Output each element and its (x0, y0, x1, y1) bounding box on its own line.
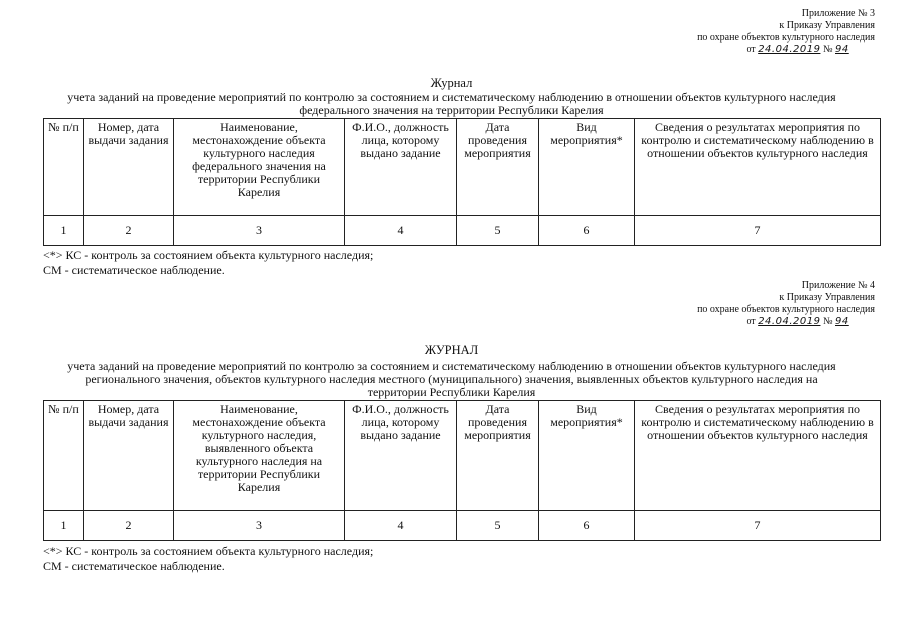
number-prefix: № (822, 316, 833, 327)
header-cell: № п/п (44, 119, 84, 216)
footnote-ks: <*> КС - контроль за состоянием объекта культурного наследия; (43, 544, 374, 558)
header-cell: Наименование, местонахождение объекта культурного наследия федерального значения на территории Республики Карелия (174, 119, 345, 216)
journal-1-footnote (43, 248, 373, 278)
header-cell: Сведения о результатах мероприятия по контролю и систематическому наблюдению в отношении объектов культурного наследия (635, 401, 881, 511)
header-cell: Дата проведения мероприятия (457, 401, 539, 511)
journal-2-subtitle-3: территории Республики Карелия (367, 385, 536, 399)
footnote-ks: <*> КС - контроль за состоянием объекта культурного наследия; (43, 248, 374, 262)
date-prefix: от (746, 44, 756, 55)
header-cell: Вид мероприятия* (539, 119, 635, 216)
header-cell: Дата проведения мероприятия (457, 119, 539, 216)
column-number: 5 (457, 511, 539, 541)
header-cell: Ф.И.О., должность лица, которому выдано задание (345, 119, 457, 216)
journal-1-subtitle-2: федерального значения на территории Республики Карелия (299, 103, 604, 117)
column-number: 2 (84, 511, 174, 541)
journal-1-subtitle-1: учета заданий на проведение мероприятий по контролю за состоянием и систематическому наблюдению в отношении объектов культурного наследия (67, 90, 836, 104)
column-number: 5 (457, 216, 539, 246)
handwritten-number: 94 (835, 316, 849, 327)
column-number: 6 (539, 511, 635, 541)
journal-2-subtitle-2: регионального значения, объектов культурного наследия местного (муниципального) значения, выявленных объектов культурного наследия на (85, 372, 818, 386)
column-number: 4 (345, 511, 457, 541)
header-cell: Сведения о результатах мероприятия по контролю и систематическому наблюдению в отношении объектов культурного наследия (635, 119, 881, 216)
date-prefix: от (746, 316, 756, 327)
journal-1-table (43, 118, 881, 246)
journal-2-footnote (43, 544, 373, 574)
footnote-sm: СМ - систематическое наблюдение. (43, 559, 225, 573)
column-number: 4 (345, 216, 457, 246)
appendix-4-header (575, 280, 875, 328)
header-cell: Ф.И.О., должность лица, которому выдано задание (345, 401, 457, 511)
column-number: 7 (635, 216, 881, 246)
appendix-3-header (575, 8, 875, 56)
journal-1-title: Журнал (430, 76, 473, 90)
column-number: 1 (44, 216, 84, 246)
journal-2-table (43, 400, 881, 541)
header-cell: Номер, дата выдачи задания (84, 401, 174, 511)
appendix-3-office-line: по охране объектов культурного наследия (697, 32, 875, 43)
handwritten-number: 94 (835, 44, 849, 55)
appendix-4-date-line (575, 316, 875, 328)
handwritten-date: 24.04.2019 (758, 316, 821, 327)
appendix-3-date-line (575, 44, 875, 56)
column-number: 6 (539, 216, 635, 246)
table-header-row (44, 401, 881, 511)
table-row (44, 216, 881, 246)
handwritten-date: 24.04.2019 (758, 44, 821, 55)
appendix-4-title: Приложение № 4 (801, 280, 875, 291)
column-number: 3 (174, 511, 345, 541)
footnote-sm: СМ - систематическое наблюдение. (43, 263, 225, 277)
table-row (44, 511, 881, 541)
column-number: 2 (84, 216, 174, 246)
journal-2-subtitle-1: учета заданий на проведение мероприятий по контролю за состоянием и систематическому наблюдению в отношении объектов культурного наследия (67, 359, 836, 373)
column-number: 3 (174, 216, 345, 246)
number-prefix: № (822, 44, 833, 55)
appendix-3-order-line: к Приказу Управления (779, 20, 875, 31)
header-cell: № п/п (44, 401, 84, 511)
column-number: 7 (635, 511, 881, 541)
header-cell: Наименование, местонахождение объекта культурного наследия, выявленного объекта культурного наследия на территории Республики Карелия (174, 401, 345, 511)
column-number: 1 (44, 511, 84, 541)
header-cell: Номер, дата выдачи задания (84, 119, 174, 216)
appendix-4-order-line: к Приказу Управления (779, 292, 875, 303)
appendix-4-office-line: по охране объектов культурного наследия (697, 304, 875, 315)
header-cell: Вид мероприятия* (539, 401, 635, 511)
journal-2-title: ЖУРНАЛ (424, 343, 479, 357)
appendix-3-title: Приложение № 3 (801, 8, 875, 19)
table-header-row (44, 119, 881, 216)
